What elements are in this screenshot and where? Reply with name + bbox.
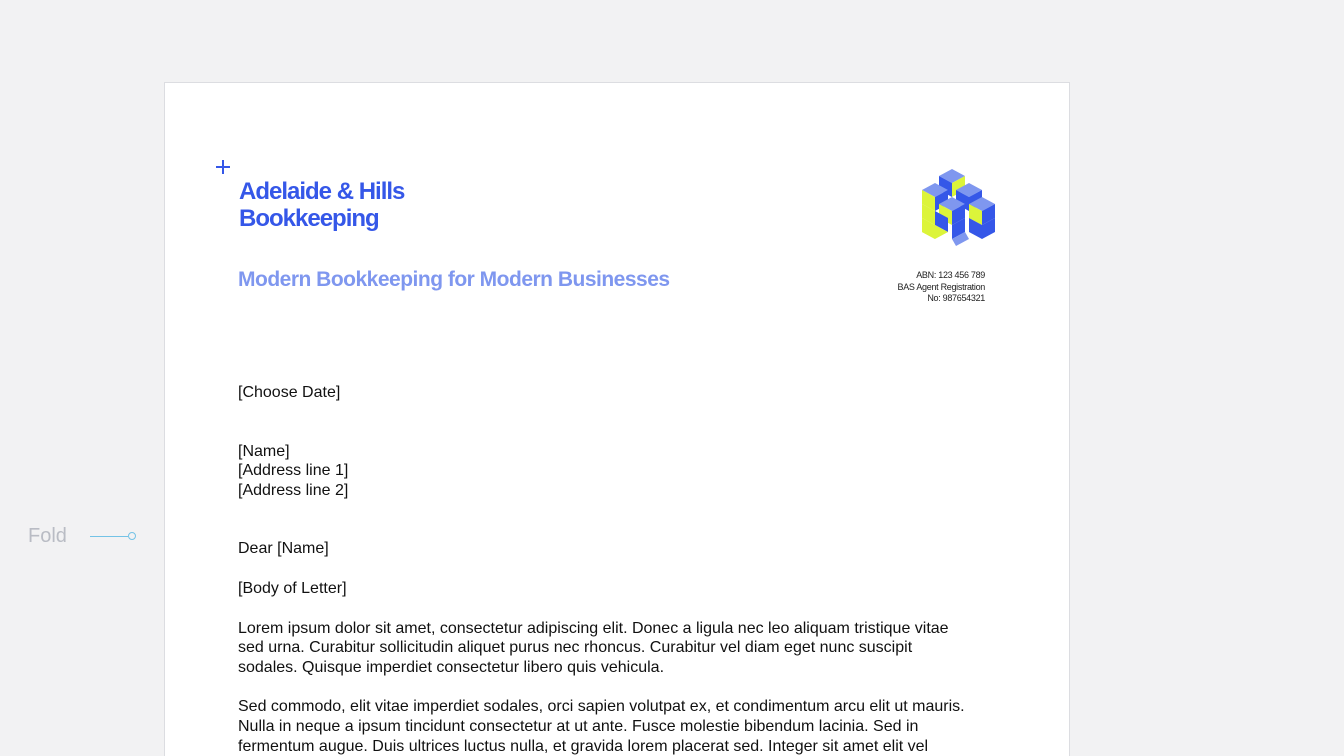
salutation: Dear [Name] bbox=[238, 540, 329, 558]
body-paragraph-2 bbox=[238, 697, 998, 756]
company-tagline: Modern Bookkeeping for Modern Businesses bbox=[238, 268, 670, 291]
fold-marker bbox=[28, 524, 136, 548]
fold-dot-icon bbox=[128, 532, 136, 540]
letter-date: [Choose Date] bbox=[238, 384, 341, 401]
letter-body bbox=[238, 383, 998, 756]
letter-page bbox=[164, 82, 1070, 756]
paragraph-line: Lorem ipsum dolor sit amet, consectetur adipiscing elit. Donec a ligula nec leo aliquam tristique vitae bbox=[238, 619, 949, 637]
bas-agent-label: BAS Agent Registration bbox=[897, 281, 985, 292]
registration-info bbox=[898, 270, 985, 305]
company-name bbox=[239, 178, 404, 232]
recipient-address-line-2: [Address line 2] bbox=[238, 481, 349, 499]
company-name-line-1: Adelaide & Hills bbox=[239, 178, 405, 205]
body-paragraph-1 bbox=[238, 619, 998, 678]
recipient-name: [Name] bbox=[238, 442, 290, 460]
paragraph-line: Sed commodo, elit vitae imperdiet sodales, orci sapien volutpat ex, et condimentum arcu elit ut mauris. bbox=[238, 698, 965, 716]
paragraph-line: fermentum augue. Duis ultrices luctus nulla, et gravida lorem placerat sed. Integer sit amet elit vel bbox=[238, 737, 929, 755]
paragraph-line: sodales. Quisque imperdiet consectetur libero quis vehicula. bbox=[238, 658, 665, 676]
bas-agent-number: No: 987654321 bbox=[927, 293, 985, 303]
fold-label: Fold bbox=[28, 524, 67, 547]
body-placeholder: [Body of Letter] bbox=[238, 579, 347, 597]
plus-icon bbox=[213, 157, 233, 177]
abn-number: ABN: 123 456 789 bbox=[916, 270, 985, 280]
recipient-address-line-1: [Address line 1] bbox=[238, 462, 349, 480]
company-logo-icon bbox=[909, 167, 995, 247]
paragraph-line: sed urna. Curabitur sollicitudin aliquet purus nec rhoncus. Curabitur vel diam eget nunc suscipit bbox=[238, 639, 913, 657]
paragraph-line: Nulla in neque a ipsum tincidunt consectetur at ut ante. Fusce molestie bibendum lacinia. Sed in bbox=[238, 717, 919, 735]
company-name-line-2: Bookkeeping bbox=[239, 205, 379, 232]
fold-line bbox=[90, 536, 128, 537]
